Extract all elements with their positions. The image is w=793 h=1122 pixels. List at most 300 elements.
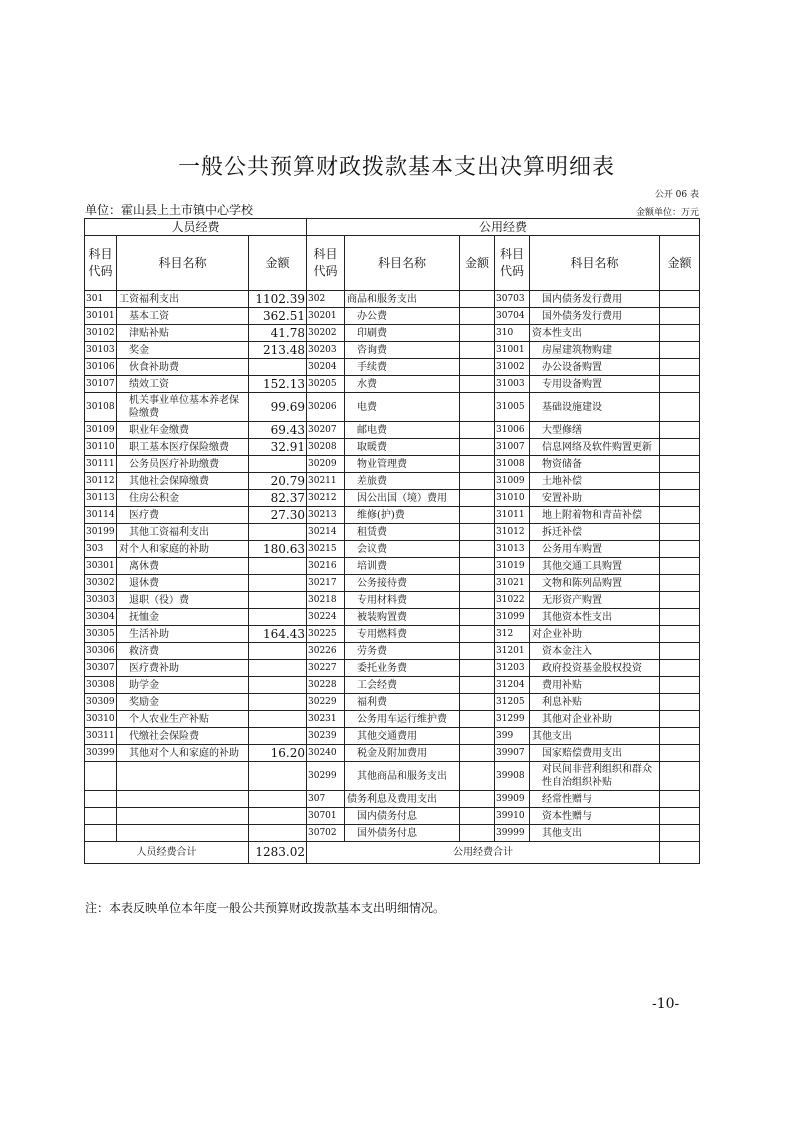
item-code: 30399: [85, 745, 117, 762]
item-code: 31099: [495, 609, 530, 626]
item-code: 30216: [307, 558, 345, 575]
item-amount: [660, 439, 700, 456]
item-name: 福利费: [345, 694, 460, 711]
item-amount: [460, 422, 495, 439]
item-code: 30224: [307, 609, 345, 626]
item-amount: [460, 439, 495, 456]
item-code: 30107: [85, 376, 117, 393]
item-amount: [460, 694, 495, 711]
item-code: 31299: [495, 711, 530, 728]
item-name: 其他社会保障缴费: [117, 473, 249, 490]
item-amount: [249, 762, 307, 791]
item-name: 土地补偿: [530, 473, 660, 490]
header-name: 科目名称: [117, 236, 249, 291]
item-name: [117, 825, 249, 842]
item-code: 30701: [307, 808, 345, 825]
item-name: 税金及附加费用: [345, 745, 460, 762]
item-amount: [460, 745, 495, 762]
item-amount: 69.43: [249, 422, 307, 439]
table-row: [85, 490, 700, 507]
item-code: 30214: [307, 524, 345, 541]
item-amount: [660, 490, 700, 507]
item-name: 离休费: [117, 558, 249, 575]
item-name: 房屋建筑物购建: [530, 342, 660, 359]
item-name: 政府投资基金股权投资: [530, 660, 660, 677]
item-name: 奖励金: [117, 694, 249, 711]
item-code: 31009: [495, 473, 530, 490]
item-code: 30202: [307, 325, 345, 342]
item-amount: 99.69: [249, 393, 307, 422]
item-code: 30305: [85, 626, 117, 643]
item-amount: [660, 575, 700, 592]
item-amount: [660, 626, 700, 643]
item-code: 30204: [307, 359, 345, 376]
item-name: 劳务费: [345, 643, 460, 660]
item-name: 医疗费: [117, 507, 249, 524]
item-amount: [249, 825, 307, 842]
item-amount: [460, 308, 495, 325]
item-code: 30310: [85, 711, 117, 728]
item-amount: [660, 359, 700, 376]
table-row: [85, 677, 700, 694]
item-amount: [660, 342, 700, 359]
item-name: 退休费: [117, 575, 249, 592]
item-code: 31203: [495, 660, 530, 677]
item-name: 资本性赠与: [530, 808, 660, 825]
item-amount: [460, 643, 495, 660]
item-amount: [249, 524, 307, 541]
header-personnel: 人员经费: [85, 219, 307, 236]
item-amount: [660, 456, 700, 473]
item-code: 30201: [307, 308, 345, 325]
item-amount: [249, 575, 307, 592]
item-amount: [249, 694, 307, 711]
footnote: 注：本表反映单位本年度一般公共预算财政拨款基本支出明细情况。: [85, 901, 446, 915]
item-code: 30228: [307, 677, 345, 694]
header-amount: 金额: [660, 236, 700, 291]
item-amount: [460, 359, 495, 376]
item-code: 30211: [307, 473, 345, 490]
item-name: 办公设备购置: [530, 359, 660, 376]
item-code: 301: [85, 291, 117, 308]
item-name: 专用材料费: [345, 592, 460, 609]
item-amount: [660, 422, 700, 439]
item-code: 30208: [307, 439, 345, 456]
item-code: 30108: [85, 393, 117, 422]
item-amount: [249, 711, 307, 728]
item-code: 31007: [495, 439, 530, 456]
table-row: [85, 711, 700, 728]
item-name: 水费: [345, 376, 460, 393]
item-amount: [660, 558, 700, 575]
item-amount: [460, 626, 495, 643]
item-name: 办公费: [345, 308, 460, 325]
item-code: 31011: [495, 507, 530, 524]
item-amount: [460, 660, 495, 677]
item-amount: [660, 745, 700, 762]
item-amount: [660, 592, 700, 609]
item-amount: [660, 325, 700, 342]
item-code: 30212: [307, 490, 345, 507]
header-code: 科目代码: [495, 236, 530, 291]
table-row: [85, 342, 700, 359]
item-amount: [249, 808, 307, 825]
item-amount: [249, 456, 307, 473]
item-code: 30103: [85, 342, 117, 359]
item-name: 专用燃料费: [345, 626, 460, 643]
item-name: 物资储备: [530, 456, 660, 473]
item-amount: [660, 541, 700, 558]
item-amount: [249, 677, 307, 694]
item-amount: [460, 393, 495, 422]
unit-label: 单位：霍山县上土市镇中心学校: [85, 203, 254, 217]
item-name: 国家赔偿费用支出: [530, 745, 660, 762]
header-code: 科目代码: [307, 236, 345, 291]
item-name: 国内债务发行费用: [530, 291, 660, 308]
item-code: 30304: [85, 609, 117, 626]
item-name: 个人农业生产补贴: [117, 711, 249, 728]
item-name: 其他工资福利支出: [117, 524, 249, 541]
item-amount: [249, 558, 307, 575]
item-code: 30226: [307, 643, 345, 660]
item-name: 经常性赠与: [530, 791, 660, 808]
item-code: 31005: [495, 393, 530, 422]
table-row: [85, 745, 700, 762]
item-code: 30702: [307, 825, 345, 842]
item-amount: [460, 592, 495, 609]
item-name: 绩效工资: [117, 376, 249, 393]
item-code: 31012: [495, 524, 530, 541]
item-code: 30225: [307, 626, 345, 643]
item-amount: [660, 524, 700, 541]
item-code: 30306: [85, 643, 117, 660]
item-code: 30101: [85, 308, 117, 325]
table-row: [85, 473, 700, 490]
table-row: [85, 524, 700, 541]
item-code: 31001: [495, 342, 530, 359]
item-name: 文物和陈列品购置: [530, 575, 660, 592]
item-amount: 213.48: [249, 342, 307, 359]
item-name: 退职（役）费: [117, 592, 249, 609]
item-amount: [460, 325, 495, 342]
item-code: 39910: [495, 808, 530, 825]
item-name: 助学金: [117, 677, 249, 694]
item-code: 30106: [85, 359, 117, 376]
item-name: 国外债务发行费用: [530, 308, 660, 325]
item-amount: 152.13: [249, 376, 307, 393]
item-name: 取暖费: [345, 439, 460, 456]
item-amount: [460, 291, 495, 308]
header-amount: 金额: [249, 236, 307, 291]
item-name: 委托业务费: [345, 660, 460, 677]
item-amount: [660, 711, 700, 728]
item-amount: [660, 677, 700, 694]
item-name: 津贴补贴: [117, 325, 249, 342]
item-code: 39907: [495, 745, 530, 762]
item-name: 生活补助: [117, 626, 249, 643]
item-code: [85, 762, 117, 791]
item-amount: 41.78: [249, 325, 307, 342]
item-amount: [249, 728, 307, 745]
item-code: 30301: [85, 558, 117, 575]
header-code: 科目代码: [85, 236, 117, 291]
table-row: [85, 359, 700, 376]
item-name: 机关事业单位基本养老保险缴费: [117, 393, 249, 422]
item-amount: [249, 791, 307, 808]
item-amount: 180.63: [249, 541, 307, 558]
header-amount: 金额: [460, 236, 495, 291]
item-amount: 362.51: [249, 308, 307, 325]
table-row: [85, 541, 700, 558]
item-code: 31205: [495, 694, 530, 711]
item-code: 30703: [495, 291, 530, 308]
table-row: [85, 609, 700, 626]
item-code: 303: [85, 541, 117, 558]
table-row: [85, 694, 700, 711]
item-amount: [660, 643, 700, 660]
personnel-total-label: 人员经费合计: [85, 842, 249, 864]
item-amount: [460, 677, 495, 694]
item-name: 咨询费: [345, 342, 460, 359]
item-amount: [660, 825, 700, 842]
item-name: 对企业补助: [530, 626, 660, 643]
table-row: [85, 728, 700, 745]
table-row: [85, 791, 700, 808]
item-name: 其他支出: [530, 728, 660, 745]
item-name: 抚恤金: [117, 609, 249, 626]
item-code: 30114: [85, 507, 117, 524]
item-name: 代缴社会保险费: [117, 728, 249, 745]
item-code: 30109: [85, 422, 117, 439]
item-amount: [249, 592, 307, 609]
table-row: [85, 575, 700, 592]
table-row: [85, 507, 700, 524]
table-row: [85, 325, 700, 342]
item-code: 30217: [307, 575, 345, 592]
item-code: 31204: [495, 677, 530, 694]
item-name: 其他交通费用: [345, 728, 460, 745]
header-public: 公用经费: [307, 219, 700, 236]
item-name: 信息网络及软件购置更新: [530, 439, 660, 456]
item-code: 31002: [495, 359, 530, 376]
item-name: 公务员医疗补助缴费: [117, 456, 249, 473]
item-code: 39999: [495, 825, 530, 842]
table-row: [85, 592, 700, 609]
item-code: 30307: [85, 660, 117, 677]
item-amount: [660, 308, 700, 325]
item-name: 国内债务付息: [345, 808, 460, 825]
table-row: [85, 762, 700, 791]
item-code: 30227: [307, 660, 345, 677]
item-amount: [660, 762, 700, 791]
item-name: 对个人和家庭的补助: [117, 541, 249, 558]
item-code: 30209: [307, 456, 345, 473]
item-code: 31010: [495, 490, 530, 507]
item-name: [117, 808, 249, 825]
item-amount: 27.30: [249, 507, 307, 524]
item-code: 30239: [307, 728, 345, 745]
item-code: [85, 808, 117, 825]
header-row-columns: [85, 236, 700, 291]
item-code: 30303: [85, 592, 117, 609]
item-name: 对民间非营利组织和群众性自治组织补贴: [530, 762, 660, 791]
header-name: 科目名称: [345, 236, 460, 291]
header-row-group: [85, 219, 700, 236]
item-amount: [660, 376, 700, 393]
item-name: 公务接待费: [345, 575, 460, 592]
item-name: [117, 791, 249, 808]
item-name: 无形资产购置: [530, 592, 660, 609]
item-code: 30199: [85, 524, 117, 541]
item-name: 公务用车运行维护费: [345, 711, 460, 728]
item-amount: [460, 728, 495, 745]
item-name: 租赁费: [345, 524, 460, 541]
item-name: 其他资本性支出: [530, 609, 660, 626]
item-amount: [460, 711, 495, 728]
item-name: [117, 762, 249, 791]
item-code: [85, 791, 117, 808]
table-row: [85, 308, 700, 325]
item-code: 31201: [495, 643, 530, 660]
item-amount: [660, 660, 700, 677]
item-code: 30102: [85, 325, 117, 342]
item-name: 住房公积金: [117, 490, 249, 507]
item-name: 其他交通工具购置: [530, 558, 660, 575]
item-name: 资本性支出: [530, 325, 660, 342]
item-name: 安置补助: [530, 490, 660, 507]
item-amount: 16.20: [249, 745, 307, 762]
item-name: 工资福利支出: [117, 291, 249, 308]
item-amount: [460, 473, 495, 490]
item-amount: [460, 490, 495, 507]
item-amount: [660, 694, 700, 711]
item-amount: [660, 473, 700, 490]
item-amount: [660, 728, 700, 745]
item-code: 30218: [307, 592, 345, 609]
item-amount: [460, 342, 495, 359]
item-name: 维修(护)费: [345, 507, 460, 524]
item-code: 30231: [307, 711, 345, 728]
expenditure-table: [84, 218, 700, 864]
item-code: 307: [307, 791, 345, 808]
item-name: 基础设施建设: [530, 393, 660, 422]
item-code: 30113: [85, 490, 117, 507]
item-name: 拆迁补偿: [530, 524, 660, 541]
item-name: 商品和服务支出: [345, 291, 460, 308]
item-name: 债务利息及费用支出: [345, 791, 460, 808]
item-amount: [460, 762, 495, 791]
personnel-total-amount: 1283.02: [249, 842, 307, 864]
item-name: 地上附着物和青苗补偿: [530, 507, 660, 524]
item-amount: [249, 359, 307, 376]
page-title: 一般公共预算财政拨款基本支出决算明细表: [177, 155, 615, 180]
item-code: 31019: [495, 558, 530, 575]
item-name: 因公出国（境）费用: [345, 490, 460, 507]
item-name: 救济费: [117, 643, 249, 660]
item-code: 30309: [85, 694, 117, 711]
item-name: 被装购置费: [345, 609, 460, 626]
item-amount: [460, 575, 495, 592]
item-code: 30229: [307, 694, 345, 711]
item-name: 物业管理费: [345, 456, 460, 473]
item-amount: [460, 376, 495, 393]
table-row: [85, 558, 700, 575]
item-code: 31013: [495, 541, 530, 558]
item-code: 39909: [495, 791, 530, 808]
item-code: 31006: [495, 422, 530, 439]
item-name: 工会经费: [345, 677, 460, 694]
item-name: 国外债务付息: [345, 825, 460, 842]
item-code: 30203: [307, 342, 345, 359]
item-name: 资本金注入: [530, 643, 660, 660]
item-amount: 164.43: [249, 626, 307, 643]
item-name: 职业年金缴费: [117, 422, 249, 439]
table-row: [85, 626, 700, 643]
item-name: 手续费: [345, 359, 460, 376]
item-code: 302: [307, 291, 345, 308]
header-name: 科目名称: [530, 236, 660, 291]
item-amount: [660, 291, 700, 308]
item-amount: [249, 609, 307, 626]
item-code: 30111: [85, 456, 117, 473]
item-name: 伙食补助费: [117, 359, 249, 376]
item-amount: [660, 393, 700, 422]
item-name: 费用补贴: [530, 677, 660, 694]
item-code: 31008: [495, 456, 530, 473]
item-code: 30213: [307, 507, 345, 524]
item-name: 其他商品和服务支出: [345, 762, 460, 791]
item-amount: [460, 609, 495, 626]
table-row: [85, 291, 700, 308]
item-code: 30110: [85, 439, 117, 456]
money-unit: 金额单位：万元: [635, 208, 699, 218]
item-code: 30308: [85, 677, 117, 694]
form-number: 公开 06 表: [654, 190, 699, 200]
table-row: [85, 643, 700, 660]
item-code: 30215: [307, 541, 345, 558]
item-name: 基本工资: [117, 308, 249, 325]
totals-row: [85, 842, 700, 864]
item-amount: [660, 609, 700, 626]
item-name: 培训费: [345, 558, 460, 575]
item-amount: [460, 456, 495, 473]
item-amount: [460, 507, 495, 524]
item-amount: 20.79: [249, 473, 307, 490]
table-row: [85, 825, 700, 842]
item-name: 其他对个人和家庭的补助: [117, 745, 249, 762]
item-code: 30704: [495, 308, 530, 325]
item-amount: [660, 507, 700, 524]
item-name: 医疗费补助: [117, 660, 249, 677]
item-name: 邮电费: [345, 422, 460, 439]
item-name: 职工基本医疗保险缴费: [117, 439, 249, 456]
item-amount: [460, 791, 495, 808]
item-code: 30112: [85, 473, 117, 490]
table-row: [85, 456, 700, 473]
item-amount: [660, 808, 700, 825]
item-code: 30207: [307, 422, 345, 439]
table-row: [85, 393, 700, 422]
item-amount: [460, 541, 495, 558]
table-row: [85, 376, 700, 393]
item-amount: [460, 558, 495, 575]
item-code: 399: [495, 728, 530, 745]
item-name: 其他对企业补助: [530, 711, 660, 728]
table-row: [85, 808, 700, 825]
item-code: 30311: [85, 728, 117, 745]
item-code: 31021: [495, 575, 530, 592]
item-code: 310: [495, 325, 530, 342]
